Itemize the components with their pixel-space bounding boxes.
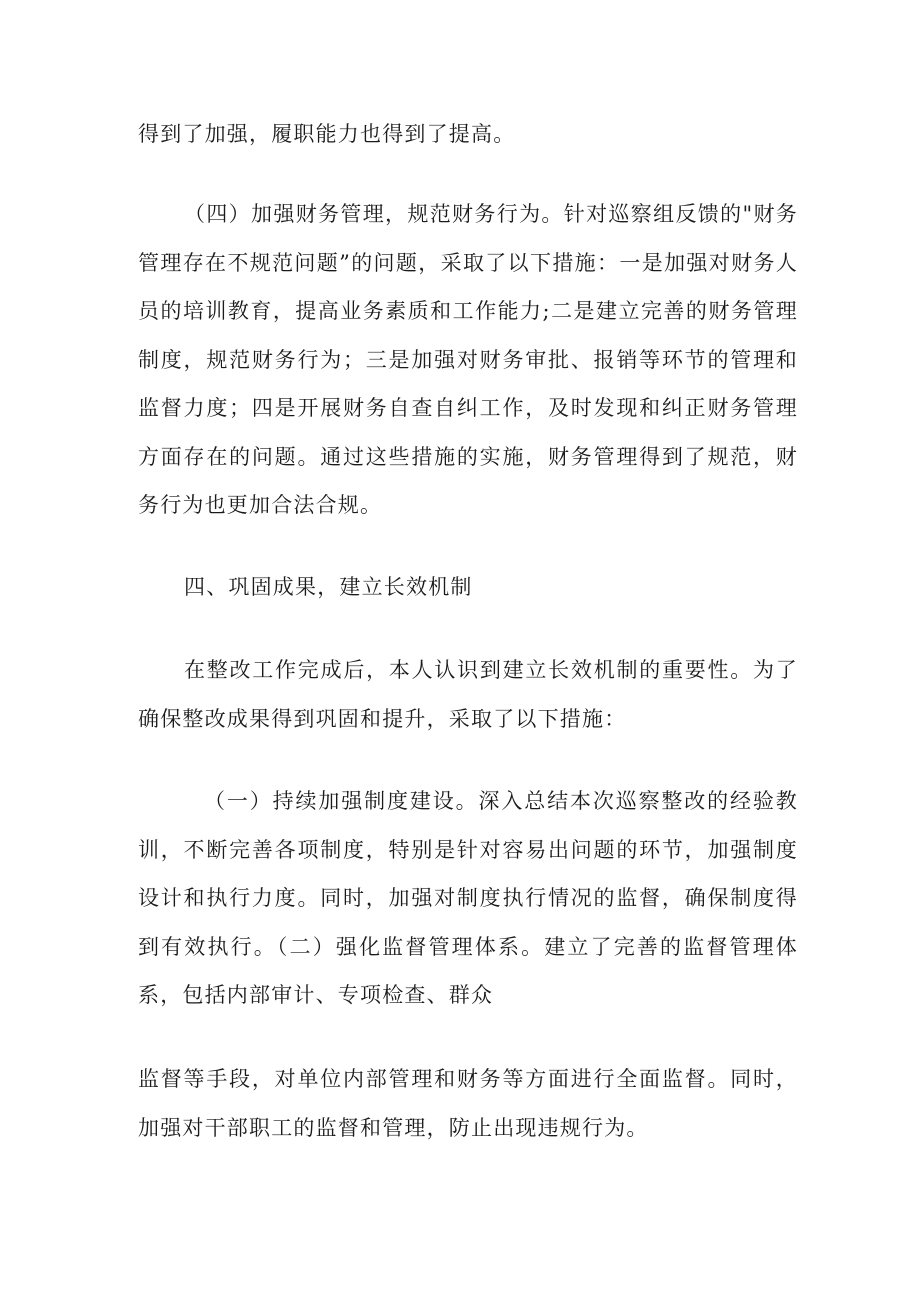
paragraph-long-term-mechanism: 在整改工作完成后，本人认识到建立长效机制的重要性。为了确保整改成果得到巩固和提升，采取了以下措施： bbox=[138, 658, 798, 731]
section-heading-four: 四、巩固成果，建立长效机制 bbox=[184, 575, 473, 599]
paragraph-financial-management: （四）加强财务管理，规范财务行为。针对巡察组反馈的"财务管理存在不规范问题”的问题，采取了以下措施：一是加强对财务人员的培训教育，提高业务素质和工作能力;二是建立完善的财务管理制度，规范财务行为；三是加强对财务审批、报销等环节的管理和监督力度；四是开展财务自查自纠工作，及时发现和纠正财务管理方面存在的问题。通过这些措施的实施，财务管理得到了规范，财务行为也更加合法合规。 bbox=[138, 202, 798, 517]
paragraph-measures: （一）持续加强制度建设。深入总结本次巡察整改的经验教训，不断完善各项制度，特别是针对容易出问题的环节，加强制度设计和执行力度。同时，加强对制度执行情况的监督，确保制度得到有效执行。（二）强化监督管理体系。建立了完善的监督管理体系，包括内部审计、专项检查、群众 bbox=[138, 789, 798, 1007]
paragraph-supervision: 监督等手段，对单位内部管理和财务等方面进行全面监督。同时，加强对干部职工的监督和管理，防止出现违规行为。 bbox=[138, 1067, 798, 1140]
paragraph-continuation: 得到了加强，履职能力也得到了提高。 bbox=[138, 122, 516, 146]
